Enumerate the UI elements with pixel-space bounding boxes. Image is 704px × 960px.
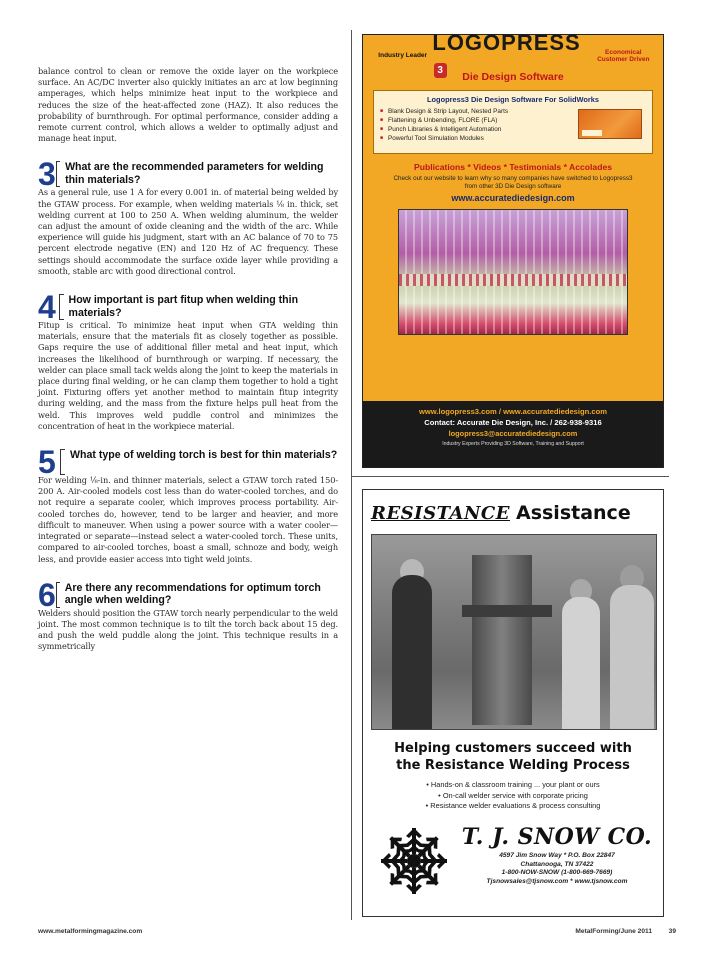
page-number: 39	[668, 928, 676, 935]
service-item: • Hands-on & classroom training ... your plant or ours	[426, 780, 600, 789]
magazine-url[interactable]: www.metalformingmagazine.com	[38, 928, 143, 935]
answer-paragraph: Fitup is critical. To minimize heat input when GTA welding thin materials, ensure that the materials fit as closely together as possible. Gaps require the use of additional filler metal and heat input, which increases the likelihood of burnthrough or warping. If necessary, the welder can place small tack welds along the joint to keep the materials in place during final welding, or he can clamp them together to hold a tight joint. Fixturing offers yet another method to maintain fitup integrity during welding, and the mass from the fixture helps pull heat from the weld. This improves weld puddle control and minimizes the concentration of heat in the workpiece material.	[38, 320, 338, 431]
question-text: What are the recommended parameters for welding thin materials?	[65, 161, 324, 186]
question-number: 6	[38, 576, 56, 613]
feature-item: ■ Blank Design & Strip Layout, Nested Parts	[380, 107, 568, 116]
question-text: What type of welding torch is best for thin materials?	[70, 449, 338, 462]
article-column	[38, 66, 338, 653]
footer-urls[interactable]: www.logopress3.com / www.accuratediedesign.com	[418, 407, 608, 416]
question-number: 4	[38, 289, 56, 326]
question-heading	[38, 289, 338, 326]
section-5	[38, 444, 338, 565]
feature-box	[373, 90, 653, 154]
bracket-mark	[59, 294, 64, 320]
answer-paragraph: As a general rule, use 1 A for every 0.001 in. of material being welded by the GTAW process. For example, when welding materials ⅛ in. thick, set welding current at 100 to 250 A. When welding aluminum, the welder can adjust the amount of oxide cleaning and the width of the arc. While experience will guide his judgment, start with an AC balance of 70 to 75 percent electrode negative (EN) and 120 Hz of AC frequency. These settings should accommodate the surface oxide layer while providing a smooth, stable arc with good directional control.	[38, 187, 338, 276]
ad-divider	[351, 476, 669, 477]
question-heading	[38, 444, 338, 481]
ad-headline	[371, 498, 657, 528]
service-list	[363, 780, 663, 812]
question-number: 3	[38, 156, 56, 193]
ad-footer	[363, 401, 663, 467]
assistance-word: Assistance	[515, 502, 631, 524]
logo-text: LOGOPRESS	[432, 30, 581, 55]
question-heading	[38, 156, 338, 193]
footer-tagline: Industry Experts Providing 3D Software, Training and Support	[442, 441, 584, 447]
ad-header-row	[363, 30, 663, 76]
ad-subtitle: Die Design Software	[462, 71, 564, 83]
service-item: • On-call welder service with corporate pricing	[438, 790, 588, 800]
website-link[interactable]: www.accuratediedesign.com	[451, 193, 575, 203]
issue-label: MetalForming/June 2011	[575, 928, 652, 935]
address-line-1: 4597 Jim Snow Way * P.O. Box 22847	[499, 852, 615, 859]
resistance-wordmark: RESISTANCE	[371, 502, 510, 524]
question-text: Are there any recommendations for optimum torch angle when welding?	[64, 581, 321, 607]
section-4	[38, 289, 338, 432]
section-3	[38, 156, 338, 277]
address-line-2: Chattanooga, TN 37422	[520, 860, 594, 868]
page-footer	[38, 928, 676, 940]
snowflake-logo-icon	[379, 826, 449, 896]
answer-paragraph: For welding ⅛-in. and thinner materials, select a GTAW torch rated 150-200 A. Air-cooled models cost less than do water-cooled torches, and do not require a separate cooler, which improves process portability. Air-cooled torches do, however, tend to be larger and heavier, and more difficult to maneuver. When using a power source with a water cooler—integrated or separate—instead select a water-cooled torch. These units, compared to air-cooled torches, boast a small, schnoze and body, weigh less, and provide easier access into tight weld joints.	[38, 475, 338, 564]
bracket-mark	[56, 161, 60, 187]
question-heading	[38, 576, 338, 613]
training-photo	[371, 534, 657, 730]
logopress-ad[interactable]	[362, 30, 664, 468]
check-website-text: Check out our website to learn why so many companies have switched to Logopress3 from other 3D Die Design software	[393, 175, 633, 190]
helping-line-2: the Resistance Welding Process	[396, 758, 630, 773]
web-email[interactable]: Tjsnowsales@tjsnow.com * www.tjsnow.com	[486, 877, 628, 885]
company-block	[459, 824, 655, 886]
service-item: • Resistance welder evaluations & process consulting	[425, 801, 601, 810]
company-name: T. J. SNOW CO.	[461, 824, 653, 850]
intro-paragraph: balance control to clean or remove the oxide layer on the workpiece surface. An AC/DC inverter also quickly initiates an arc at low beginning amperages, which helps minimize heat input to the workpiece and reduces the size of the heat-affected zone (HAZ). It also reduces the probability of burnthrough. For optimal performance, consider adding a remote current control, which allows a welder to optimally adjust and manage heat input.	[38, 66, 338, 144]
contact-line: Contact: Accurate Die Design, Inc. / 262-938-9316	[424, 418, 602, 427]
tj-snow-ad[interactable]	[362, 489, 664, 917]
helping-line-1: Helping customers succeed with	[394, 741, 632, 756]
email-link[interactable]: logopress3@accuratediedesign.com	[448, 429, 578, 438]
logo-badge: 3	[434, 63, 447, 78]
answer-paragraph: Welders should position the GTAW torch nearly perpendicular to the weld joint. The most common technique is to tilt the torch back about 15 deg. and push the weld puddle along the joint. This technique results in a symmetrically	[38, 607, 338, 652]
feature-list	[380, 107, 568, 143]
column-divider	[351, 30, 352, 920]
section-6	[38, 576, 338, 653]
industry-leader-tag: Industry Leader	[378, 52, 428, 60]
feature-item: ■ Flattening & Unbending, FLORE (FLA)	[380, 116, 568, 125]
question-number: 5	[38, 444, 56, 481]
bracket-mark	[56, 582, 60, 608]
software-screenshot-thumbnail	[578, 109, 642, 139]
company-address	[459, 852, 655, 886]
bracket-mark	[60, 449, 65, 475]
helping-headline	[363, 740, 663, 774]
feature-item: ■ Punch Libraries & Intelligent Automation	[380, 125, 568, 134]
economical-tag: Economical Customer Driven	[597, 48, 650, 63]
feature-box-title: Logopress3 Die Design Software For SolidWorks	[427, 95, 599, 104]
question-text: How important is part fitup when welding thin materials?	[68, 294, 299, 319]
phone-number: 1-800-NOW-SNOW (1-800-669-7669)	[501, 869, 613, 877]
die-design-image	[398, 209, 628, 335]
publications-line: Publications * Videos * Testimonials * Accolades	[413, 162, 613, 172]
feature-item: ■ Powerful Tool Simulation Modules	[380, 134, 568, 143]
